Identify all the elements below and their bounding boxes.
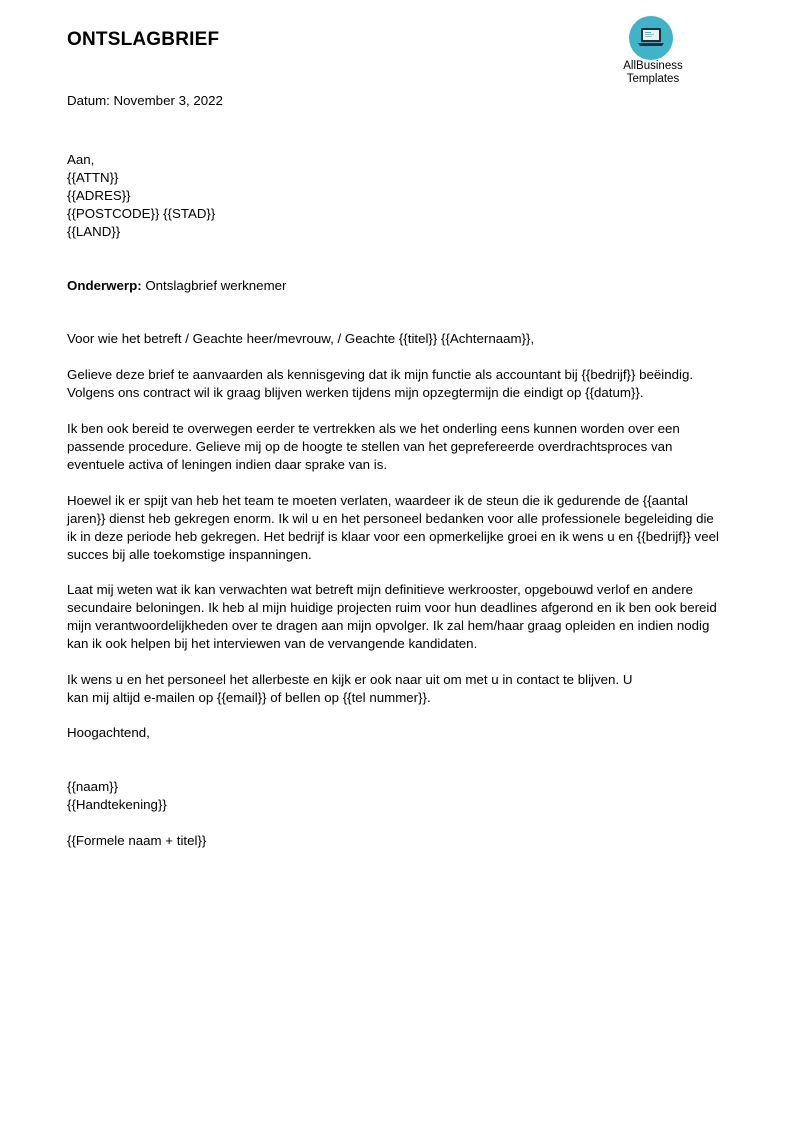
logo-circle (629, 16, 673, 60)
allbusiness-logo (612, 14, 694, 88)
paragraph-line: secundaire beloningen. Ik heb al mijn huidige projecten ruim voor hun deadlines afgerond en ik ben ook bereid (67, 600, 717, 615)
paragraph-line: kan mij altijd e-mailen op {{email}} of bellen op {{tel nummer}}. (67, 690, 431, 705)
date-line: Datum: November 3, 2022 (67, 93, 223, 108)
address-line: {{ADRES}} (67, 188, 131, 203)
paragraph-line: Ik wens u en het personeel het allerbeste en kijk er ook naar uit om met u in contact te blijven. U (67, 672, 633, 687)
document-title: ONTSLAGBRIEF (67, 29, 220, 50)
address-line: {{ATTN}} (67, 170, 119, 185)
paragraph-line: Laat mij weten wat ik kan verwachten wat betreft mijn definitieve werkrooster, opgebouwd verlof en andere (67, 582, 694, 597)
signature-placeholder: {{Handtekening}} (67, 797, 167, 812)
signature-block (67, 778, 737, 814)
paragraph-2 (67, 420, 737, 474)
paragraph-line: Ik ben ook bereid te overwegen eerder te vertrekken als we het onderling eens kunnen worden over een (67, 421, 680, 436)
paragraph-line: eventuele activa of leningen indien daar sprake van is. (67, 457, 388, 472)
logo-line-2: Templates (626, 73, 680, 85)
paragraph-line: ik in deze periode heb gekregen. Het bedrijf is klaar voor een opmerkelijke groei en ik wens u en {{bedrijf}} veel (67, 529, 719, 544)
paragraph-line: kan ik ook helpen bij het interviewen van de vervangende kandidaten. (67, 636, 478, 651)
subject-label: Onderwerp: (67, 278, 142, 293)
paragraph-line: mijn verantwoordelijkheden over te dragen aan mijn opvolger. Ik zal hem/haar graag opleiden en indien nodig (67, 618, 710, 633)
paragraph-line: Volgens ons contract wil ik graag blijven werken tijdens mijn opzegtermijn die eindigt op {{datum}}. (67, 385, 644, 400)
address-line: {{LAND}} (67, 224, 121, 239)
paragraph-4 (67, 581, 737, 653)
paragraph-line: jaren}} dienst heb gekregen enorm. Ik wil u en het personeel bedanken voor alle professionele begeleiding die (67, 511, 714, 526)
paragraph-line: succes bij alle toekomstige inspanningen. (67, 547, 312, 562)
paragraph-line: Hoewel ik er spijt van heb het team te moeten verlaten, waardeer ik de steun die ik gedurende de {{aantal (67, 493, 688, 508)
logo-text (612, 60, 694, 86)
paragraph-1 (67, 366, 737, 402)
paragraph-3 (67, 492, 737, 564)
paragraph-line: Gelieve deze brief te aanvaarden als kennisgeving dat ik mijn functie als accountant bij {{bedrijf}} beëindig. (67, 367, 694, 382)
logo-line-1: AllBusiness (623, 60, 683, 72)
salutation: Voor wie het betreft / Geachte heer/mevrouw, / Geachte {{titel}} {{Achternaam}}, (67, 331, 535, 346)
paragraph-5 (67, 671, 737, 707)
address-block (67, 151, 737, 241)
address-line: Aan, (67, 152, 95, 167)
laptop-icon (638, 27, 664, 47)
formal-name: {{Formele naam + titel}} (67, 833, 207, 848)
address-line: {{POSTCODE}} {{STAD}} (67, 206, 216, 221)
paragraph-line: passende procedure. Gelieve mij op de hoogte te stellen van het geprefereerde overdrachtsproces van (67, 439, 673, 454)
signature-name: {{naam}} (67, 779, 119, 794)
closing: Hoogachtend, (67, 725, 150, 740)
subject-line (67, 277, 737, 295)
subject-text: Ontslagbrief werknemer (141, 278, 287, 293)
